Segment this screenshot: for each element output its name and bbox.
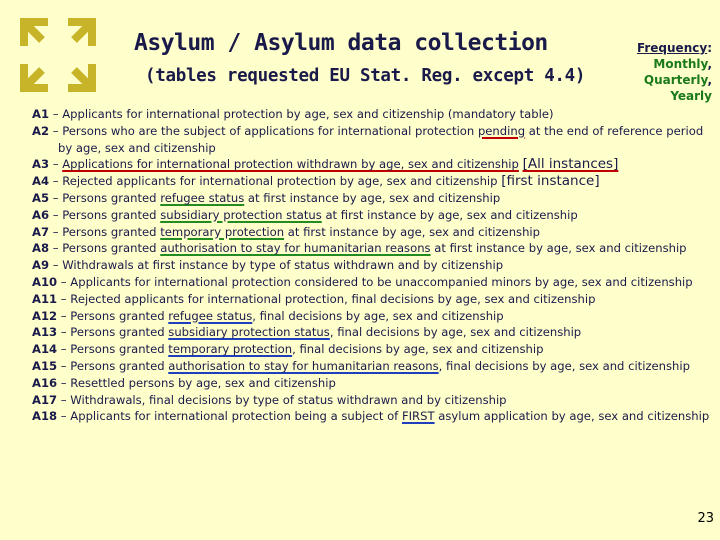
- item-separator: –: [49, 123, 63, 138]
- item-text: Applicants for international protection being a subject of: [70, 409, 402, 424]
- item-text: at the end of reference period by age, sex and citizenship: [58, 123, 704, 155]
- item-emphasis: subsidiary protection status: [168, 325, 330, 340]
- item-text: Persons granted: [70, 308, 169, 323]
- item-separator: –: [57, 291, 71, 306]
- frequency-quarterly: Quarterly: [643, 73, 708, 87]
- item-text: , final decisions by age, sex and citizenship: [292, 342, 544, 357]
- item-separator: –: [49, 157, 63, 172]
- item-code: A16: [32, 375, 58, 390]
- item-text: , final decisions by age, sex and citizenship: [329, 325, 582, 340]
- page-subtitle: (tables requested EU Stat. Reg. except 4.4): [145, 66, 586, 86]
- item-separator: –: [49, 207, 63, 222]
- list-item: [32, 207, 712, 224]
- item-emphasis: temporary protection: [160, 224, 285, 239]
- list-item: [32, 408, 712, 425]
- list-item: [32, 173, 712, 190]
- item-emphasis: subsidiary protection status: [160, 207, 322, 222]
- item-separator: –: [49, 241, 63, 256]
- item-text: Persons granted: [70, 342, 169, 357]
- frequency-yearly: Yearly: [670, 89, 712, 103]
- list-item: [32, 190, 712, 207]
- list-item: [32, 123, 712, 157]
- item-text: Persons granted: [62, 190, 161, 205]
- item-text: Withdrawals, final decisions by type of status withdrawn and by citizenship: [70, 392, 507, 407]
- item-code: A1: [32, 107, 50, 121]
- item-text: asylum application by age, sex and citizenship: [434, 409, 710, 424]
- item-separator: –: [57, 274, 71, 289]
- item-text: Rejected applicants for international protection by age, sex and citizenship: [62, 174, 502, 189]
- item-text: Persons granted: [62, 241, 161, 256]
- item-text: Persons who are the subject of applications for international protection: [62, 123, 478, 138]
- item-code: A15: [32, 358, 58, 373]
- frequency-box: Frequency: Monthly, Quarterly, Yearly: [636, 41, 712, 103]
- item-code: A14: [32, 342, 58, 357]
- item-code: A12: [32, 308, 58, 323]
- list-item: [32, 375, 712, 392]
- item-text: Persons granted: [70, 325, 169, 340]
- list-item: [32, 392, 712, 409]
- item-separator: –: [57, 358, 71, 373]
- list-item: [32, 341, 712, 358]
- item-separator: –: [49, 224, 63, 239]
- list-item: [32, 257, 712, 274]
- list-item: [32, 291, 712, 308]
- list-item: [32, 106, 712, 123]
- item-emphasis: authorisation to stay for humanitarian reasons: [160, 241, 431, 256]
- item-text: Applicants for international protection considered to be unaccompanied minors by age, sex and citizenship: [70, 274, 693, 289]
- frequency-label: Frequency: [636, 41, 708, 55]
- list-item: [32, 308, 712, 325]
- item-text: at first instance by age, sex and citizenship: [284, 224, 541, 239]
- item-emphasis: temporary protection: [168, 342, 293, 357]
- item-separator: –: [49, 107, 63, 121]
- item-emphasis: authorisation to stay for humanitarian reasons: [168, 358, 439, 373]
- item-emphasis: Applications for international protection withdrawn by age, sex and citizenship: [62, 157, 519, 172]
- item-code: A9: [32, 258, 50, 273]
- item-code: A4: [32, 174, 50, 189]
- item-code: A11: [32, 291, 58, 306]
- item-text: Resettled persons by age, sex and citizenship: [70, 375, 336, 390]
- page-number: 23: [697, 511, 714, 526]
- item-emphasis: refugee status: [168, 308, 253, 323]
- item-text: at first instance by age, sex and citizenship: [430, 241, 687, 256]
- frequency-monthly: Monthly: [653, 57, 708, 71]
- four-arrows-logo-icon: [18, 16, 98, 94]
- item-text: , final decisions by age, sex and citizenship: [252, 308, 504, 323]
- item-text: Persons granted: [62, 207, 161, 222]
- item-code: A2: [32, 123, 50, 138]
- item-separator: –: [57, 325, 71, 340]
- item-separator: –: [57, 342, 71, 357]
- item-text: Withdrawals at first instance by type of status withdrawn and by citizenship: [62, 258, 504, 273]
- item-emphasis: [All instances]: [522, 156, 619, 173]
- item-code: A5: [32, 190, 50, 205]
- item-separator: –: [57, 308, 71, 323]
- item-text: Rejected applicants for international protection, final decisions by age, sex and citizenship: [70, 291, 596, 306]
- item-text: , final decisions by age, sex and citizenship: [438, 358, 690, 373]
- list-item: [32, 156, 712, 173]
- item-code: A10: [32, 274, 58, 289]
- item-text: at first instance by age, sex and citizenship: [321, 207, 578, 222]
- item-separator: –: [57, 392, 71, 407]
- item-code: A13: [32, 325, 58, 340]
- item-code: A8: [32, 241, 50, 256]
- item-text: Persons granted: [62, 224, 161, 239]
- list-item: [32, 224, 712, 241]
- list-item: [32, 324, 712, 341]
- item-code: A3: [32, 157, 50, 172]
- item-separator: –: [49, 258, 63, 273]
- list-item: [32, 274, 712, 291]
- item-separator: –: [57, 409, 71, 424]
- list-item: [32, 358, 712, 375]
- item-text: at first instance by age, sex and citizenship: [244, 190, 501, 205]
- item-code: A18: [32, 409, 58, 424]
- item-emphasis: pending: [477, 123, 526, 138]
- table-list: [32, 106, 712, 425]
- item-separator: –: [49, 174, 63, 189]
- item-separator: –: [49, 190, 63, 205]
- item-text: Applicants for international protection by age, sex and citizenship (mandatory table): [62, 107, 554, 121]
- item-text: Persons granted: [70, 358, 169, 373]
- item-text: [first instance]: [501, 173, 600, 190]
- list-item: [32, 240, 712, 257]
- page-title: Asylum / Asylum data collection: [134, 30, 548, 56]
- item-emphasis: FIRST: [401, 409, 435, 424]
- item-code: A6: [32, 207, 50, 222]
- item-code: A7: [32, 224, 50, 239]
- item-code: A17: [32, 392, 58, 407]
- item-emphasis: refugee status: [160, 190, 245, 205]
- item-separator: –: [57, 375, 71, 390]
